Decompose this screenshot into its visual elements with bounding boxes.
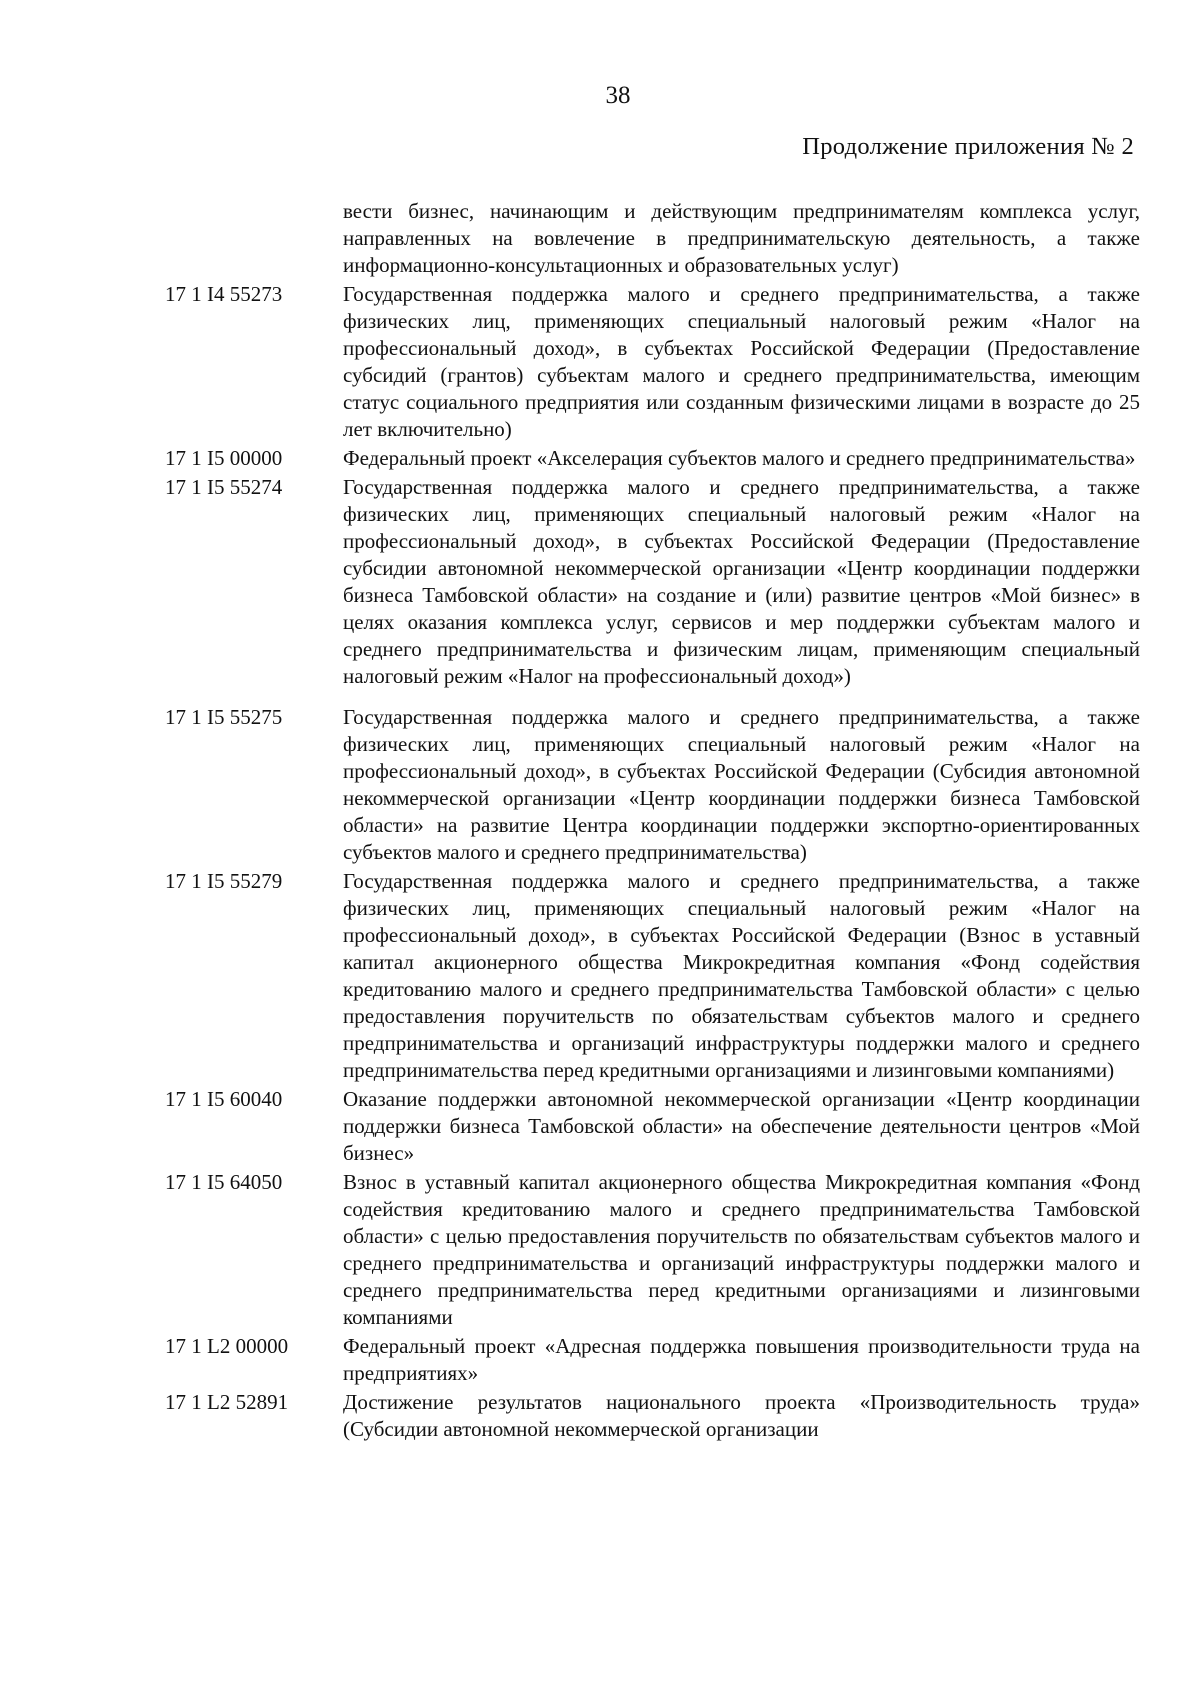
page-heading: Продолжение приложения № 2 [802, 133, 1134, 160]
list-item [165, 198, 1140, 279]
code-description: вести бизнес, начинающим и действующим предпринимателям комплекса услуг, направленных на вовлечение в предпринимательскую деятельность, а также информационно-консультационных и образовательных услуг) [343, 199, 1140, 277]
list-item [165, 445, 1140, 472]
code-description: Федеральный проект «Адресная поддержка повышения производительности труда на предприятиях» [343, 1334, 1140, 1385]
code-description: Оказание поддержки автономной некоммерческой организации «Центр координации поддержки бизнеса Тамбовской области» на обеспечение деятельности центров «Мой бизнес» [343, 1087, 1140, 1165]
list-item [165, 474, 1140, 690]
list-item [165, 281, 1140, 443]
budget-code: 17 1 L2 52891 [165, 1390, 289, 1414]
code-description: Государственная поддержка малого и среднего предпринимательства, а также физических лиц, применяющих специальный налоговый режим «Налог на профессиональный доход», в субъектах Российской Федерации (Предоставление субсидии автономной некоммерческой организации «Центр координации поддержки бизнеса Тамбовской области» на создание и (или) развитие центров «Мой бизнес» в целях оказания комплекса услуг, сервисов и мер поддержки субъектам малого и среднего предпринимательства и физическим лицам, применяющим специальный налоговый режим «Налог на профессиональный доход») [343, 475, 1140, 688]
list-item [165, 1169, 1140, 1331]
list-item [165, 1086, 1140, 1167]
code-description: Государственная поддержка малого и среднего предпринимательства, а также физических лиц, применяющих специальный налоговый режим «Налог на профессиональный доход», в субъектах Российской Федерации (Взнос в уставный капитал акционерного общества Микрокредитная компания «Фонд содействия кредитованию малого и среднего предпринимательства Тамбовской области» с целью предоставления поручительств по обязательствам субъектов малого и среднего предпринимательства и организаций инфраструктуры поддержки малого и среднего предпринимательства перед кредитными организациями и лизинговыми компаниями) [343, 869, 1140, 1082]
budget-code: 17 1 I5 64050 [165, 1170, 283, 1194]
list-item [165, 868, 1140, 1084]
code-description: Федеральный проект «Акселерация субъектов малого и среднего предпринимательства» [343, 446, 1136, 470]
budget-code: 17 1 I5 60040 [165, 1087, 283, 1111]
budget-code: 17 1 I4 55273 [165, 282, 283, 306]
budget-code: 17 1 I5 55279 [165, 869, 283, 893]
budget-code: 17 1 I5 00000 [165, 446, 283, 470]
budget-code: 17 1 L2 00000 [165, 1334, 289, 1358]
code-description: Государственная поддержка малого и среднего предпринимательства, а также физических лиц, применяющих специальный налоговый режим «Налог на профессиональный доход», в субъектах Российской Федерации (Предоставление субсидий (грантов) субъектам малого и среднего предпринимательства, имеющим статус социального предприятия или созданным физическими лицами в возрасте до 25 лет включительно) [343, 282, 1140, 441]
budget-code: 17 1 I5 55275 [165, 705, 283, 729]
code-list [165, 198, 1140, 1445]
list-item [165, 1333, 1140, 1387]
code-description: Государственная поддержка малого и среднего предпринимательства, а также физических лиц, применяющих специальный налоговый режим «Налог на профессиональный доход», в субъектах Российской Федерации (Субсидия автономной некоммерческой организации «Центр координации поддержки бизнеса Тамбовской области» на развитие Центра координации поддержки экспортно-ориентированных субъектов малого и среднего предпринимательства) [343, 705, 1140, 864]
page-number: 38 [605, 82, 631, 109]
list-item [165, 1389, 1140, 1443]
budget-code: 17 1 I5 55274 [165, 475, 283, 499]
code-description: Достижение результатов национального проекта «Производительность труда» (Субсидии автономной некоммерческой организации [343, 1390, 1140, 1441]
code-description: Взнос в уставный капитал акционерного общества Микрокредитная компания «Фонд содействия кредитованию малого и среднего предпринимательства Тамбовской области» с целью предоставления поручительств по обязательствам субъектов малого и среднего предпринимательства и организаций инфраструктуры поддержки малого и среднего предпринимательства перед кредитными организациями и лизинговыми компаниями [343, 1170, 1140, 1329]
list-item [165, 704, 1140, 866]
